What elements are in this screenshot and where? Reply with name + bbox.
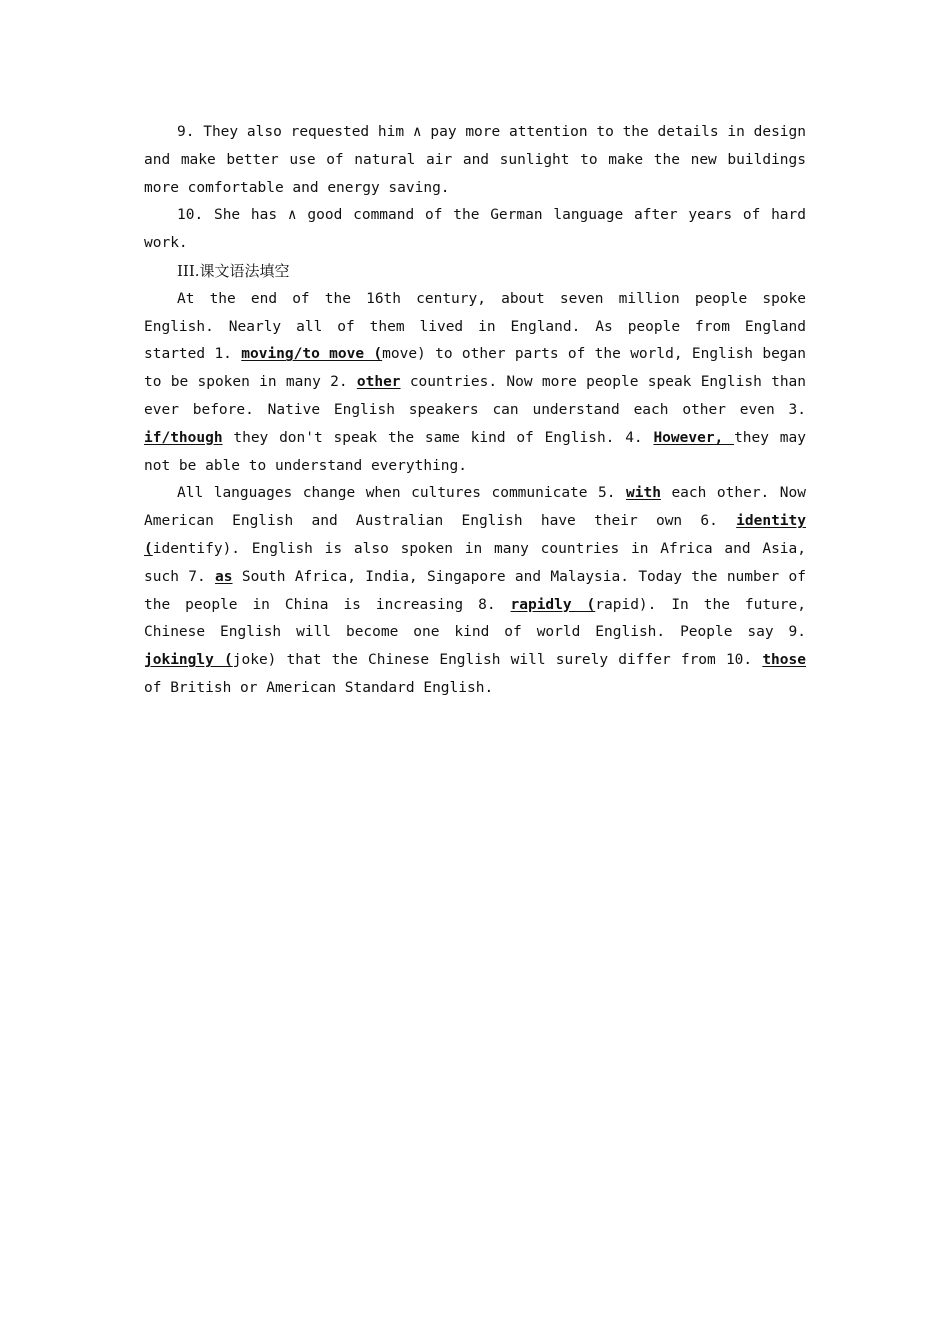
answer-blank-4: However, xyxy=(653,429,735,446)
answer-blank-3: if/though xyxy=(144,429,223,446)
answer-blank-5: with xyxy=(626,485,661,502)
exercise-item-9: 9. They also requested him ∧ pay more attention to the details in design and make better use of natural air and sunlight to make the new buildings more comfortable and energy saving. xyxy=(144,124,806,196)
passage-paragraph-2 xyxy=(144,480,806,702)
answer-blank-2: other xyxy=(356,374,401,391)
passage-text: rapid). In the future, Chinese English will become one kind of world English. People say 9. xyxy=(144,596,806,641)
passage-text: they may not be able to understand everything. xyxy=(144,429,806,474)
answer-blank-1: moving/to move ( xyxy=(241,346,383,363)
passage-text: countries. Now more people speak English than ever before. Native English speakers can understand each other even 3. xyxy=(144,374,807,418)
passage-text: All languages change when cultures communicate 5. xyxy=(177,485,627,502)
document-page xyxy=(144,119,806,703)
passage-paragraph-1 xyxy=(144,286,806,481)
passage-text: of British or American Standard English. xyxy=(144,679,494,696)
answer-blank-7: as xyxy=(215,568,233,585)
answer-blank-9: jokingly ( xyxy=(144,652,233,669)
answer-blank-10: those xyxy=(762,652,806,669)
exercise-item-10: 10. She has ∧ good command of the German language after years of hard work. xyxy=(144,207,806,252)
section-heading: III.课文语法填空 xyxy=(177,261,290,280)
passage-text: they don't speak the same kind of English. 4. xyxy=(222,429,654,446)
passage-text: South Africa, India, Singapore and Malaysia. Today the number of the people in China is increasing 8. xyxy=(144,568,806,613)
passage-text: identify). English is also spoken in many countries in Africa and Asia, such 7. xyxy=(144,540,806,585)
passage-text: joke) that the Chinese English will surely differ from 10. xyxy=(232,652,763,669)
answer-blank-8: rapidly ( xyxy=(510,596,596,613)
passage-text: each other. Now American English and Australian English have their own 6. xyxy=(144,485,806,530)
passage-text: At the end of the 16th century, about seven million people spoke English. Nearly all of them lived in England. As people from England started 1. xyxy=(144,290,806,363)
answer-blank-6: identity ( xyxy=(144,513,806,557)
passage-text: move) to other parts of the world, English began to be spoken in many 2. xyxy=(144,346,807,391)
